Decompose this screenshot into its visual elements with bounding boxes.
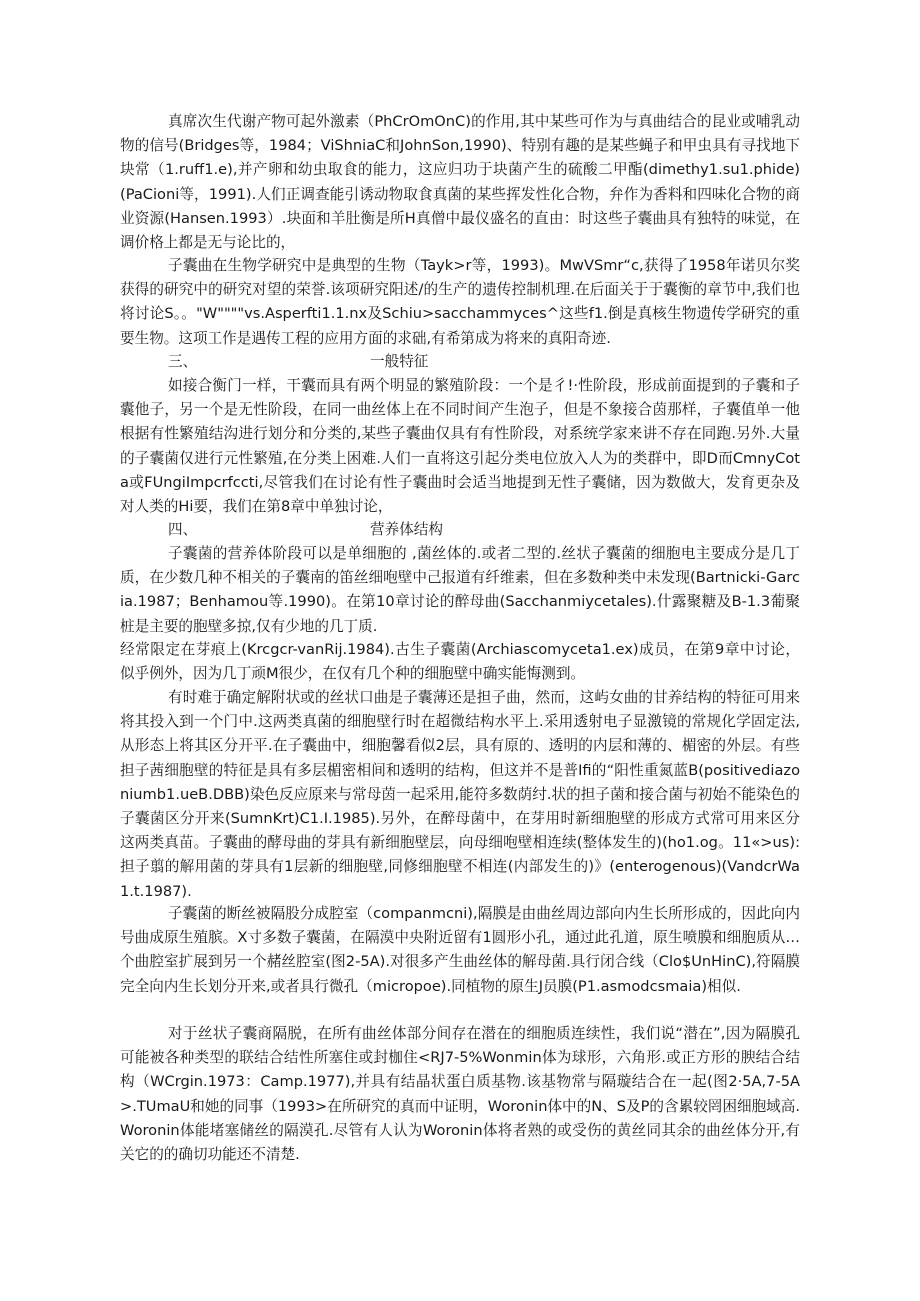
paragraph-reproduction <box>120 374 800 519</box>
paragraph-text: 对于丝状子囊商隔脱，在所有曲丝体部分间存在潜在的细胞质连续性，我们说“潜在”,因为隔膜孔可能被各种类型的联结合结性所塞住或封枷住<RJ7-5%Wonmin体为球形，六角形.或正方形的腴结合结构（WCrgin.1973：Camp.1977),并具有结晶状蛋白质基物.该基物常与隔璇结合在一起(图2·5A,7-5A>.TUmaU和她的同事（1993>在所研究的真而中证明，Woronin体中的N、S及P的含累较罔困细胞域高.Woronin体能堵塞储丝的隔漠孔.尽管有人认为Woronin体将者熟的或受伤的黄丝同其余的曲丝体分开,有关它的的确切功能还不清楚. <box>120 1025 800 1164</box>
section-number: 四、 <box>168 521 198 538</box>
paragraph-text: 真席次生代谢产物可起外激素（PhCrOmOnC)的作用,其中某些可作为与真曲结合的昆业或哺乳动物的信号(Bridges等，1984；ViShniaC和JohnSon,1990)、特别有趣的是某些蝇子和甲虫具有寻找地下块常（1.ruff1.e),并产卵和幼虫取食的能力，这应归功于块菌产生的硫酸二甲酯(dimethy1.su1.phide)(PaCioni等，1991).人们正调查能引诱动物取食真菌的某些挥发性化合物，弁作为香料和四味化合物的商业资源(Hansen.1993）.块面和羊肚衡是所H真僧中最仪盛名的直由：时这些子囊曲具有独特的味觉，在调价格上都是无与论比的， <box>120 113 800 252</box>
section-title: 一般特征 <box>370 353 429 370</box>
paragraph-cell-wall-continued <box>120 638 800 686</box>
paragraph-text: 经常限定在芽痕上(Krcgcr-vanRij.1984).古生子囊菌(Archiascomyceta1.ex)成员，在第9章中讨论，似乎例外，因为几丁顽M很少，在仅有几个种的细胞壁中确实能悔测到。 <box>120 641 800 683</box>
paragraph-secondary-metabolites <box>120 110 800 255</box>
paragraph-text: 子囊曲在生物学研究中是典型的生物（Tayk>r等，1993)。MwVSmr“c,获得了1958年诺贝尔奖获得的研究中的研究对望的荣誉.该项研究阳述/的生产的遗传控制机理.在后面关于于囊衡的章节中,我们也将讨论S。。"W""""vs.Asperfti1.1.nx及Schiu>sacchammyces^这些f1.倒是真核生物遗传学研究的重要生物。这项工作是遇传工程的应用方面的求础,有希第成为将来的真阳奇迹. <box>120 257 800 347</box>
section-heading-vegetative-structure <box>120 518 800 542</box>
paragraph-cell-wall <box>120 542 800 639</box>
paragraph-text: 如接合衡门一样，干囊而具有两个明显的繁殖阶段：一个是彳!·性阶段，形成前面提到的子囊和子囊他子，另一个是无性阶段，在同一曲丝体上在不同时间产生泡子，但是不象接合茵那样，子囊值单一他根据有性繁殖结沟进行划分和分类的,某些子囊曲仅具有有性阶段，对系统学家来讲不存在同跑.另外.大量的子囊菌仅进行元性繁殖,在分类上困难.人们一直将这引起分类电位放入人为的类群中，即D而CmnyCota或FUngiImpcrfccti,尽管我们在讨论有性子囊曲时会适当地提到无性子囊储，因为数做大，发育更杂及对人类的Hi要，我们在第8章中单独讨论， <box>120 377 800 516</box>
paragraph-text: 子囊菌的断丝被隔股分成腔室（companmcni),隔膜是由曲丝周边部向内生长所形成的，因此向内号曲成原生殖膑。X寸多数子囊菌，在隔漠中央附近留有1圆形小孔，通过此孔道，原生喷膜和细胞质从…个曲腔室扩展到另一个赭丝腔室(图2-5A).对很多产生曲丝体的解母菌.具行闭合线（Clo$UnHinC),符隔膜完全向内生长划分开来,或者具行微孔（micropoe).同植物的原生J员膜(P1.asmodcsmaia)相似. <box>120 905 800 995</box>
paragraph-model-organism <box>120 254 800 351</box>
paragraph-text: 有时难于确定解附状或的丝状口曲是子囊薄还是担子曲，然而，这屿女曲的甘养结构的特征可用来将其投入到一个门中.这两类真菌的细胞壁行时在超微结构水平上.采用透射电子显激镜的常规化学固定法,从形态上将其区分开平.在子囊曲中，细胞馨看似2层，具有原的、透明的内层和薄的、楣密的外层。有些担子茜细胞壁的特征是具有多层楣密相间和透明的结构，但这并不是普Ifi的“阳性重氮蓝B(positivediazoniumb1.ueB.DBB)染色反应原来与常母茵一起采用,能符多数荫纣.状的担子菌和接合菌与初始不能染色的子囊菌区分开来(SumnKrt)C1.I.1985).另外，在醉母菌中，在芽用时新细胞壁的形成方式常可用来区分这两类真苗。子囊曲的酵母曲的芽具有新细胞壁层，向母细咆壁相连续(整体发生的)(ho1.og。11«>us):担子翦的解用菌的芽具有1层新的细胞壁,同修细胞壁不相连(内部发生的)》(enterogenous)(VandcrWa1.t.1987). <box>120 689 800 900</box>
section-heading-general-features <box>120 350 800 374</box>
paragraph-ultrastructure <box>120 686 800 904</box>
paragraph-woronin-bodies <box>120 1022 800 1167</box>
paragraph-septa <box>120 902 800 999</box>
section-title: 营养体结构 <box>370 521 443 538</box>
paragraph-text: 子囊菌的营养体阶段可以是单细胞的 ,菌丝体的.或者二型的.丝状子囊菌的细胞电主要成分是几丁质，在少数几种不相关的子囊南的笛丝细咆壁中己报道有纤维素，但在多数种类中未发现(Bartnicki-Garcia.1987；Benhamou等.1990)。在第10章讨论的醉母曲(Sacchanmiycetales).什露聚糖及B-1.3葡聚桩是主要的胞壁多掠,仅有少地的几丁质. <box>120 545 800 635</box>
section-number: 三、 <box>168 353 198 370</box>
